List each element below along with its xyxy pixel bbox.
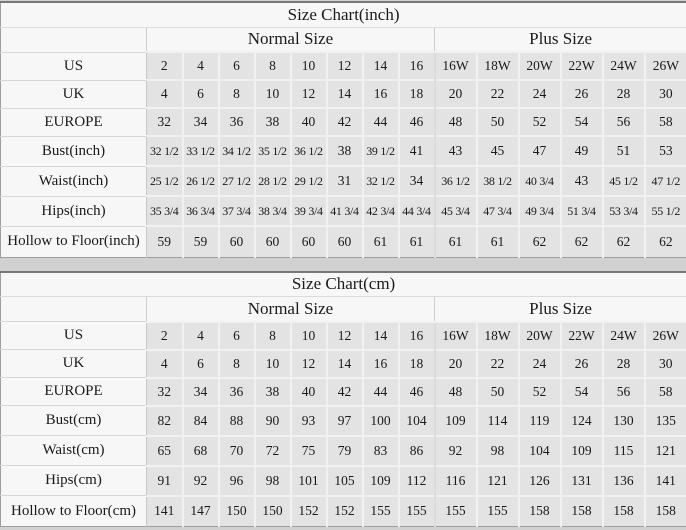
size-value-cell: 52 — [519, 108, 561, 136]
size-value-cell: 54 — [561, 378, 603, 406]
row-label: Hollow to Floor(cm) — [1, 496, 147, 527]
group-header-row — [1, 297, 686, 322]
size-value-cell: 135 — [645, 406, 686, 436]
size-value-cell: 98 — [477, 436, 519, 466]
size-value-cell: 44 — [363, 108, 399, 136]
size-value-cell: 14 — [363, 52, 399, 80]
size-value-cell: 155 — [399, 496, 435, 527]
size-value-cell: 26 1/2 — [183, 166, 219, 196]
size-value-cell: 34 — [183, 108, 219, 136]
size-value-cell: 24W — [603, 322, 645, 350]
size-value-cell: 24 — [519, 80, 561, 108]
size-value-cell: 40 3/4 — [519, 166, 561, 196]
row-label: UK — [1, 350, 147, 378]
size-value-cell: 6 — [183, 80, 219, 108]
size-value-cell: 2 — [147, 52, 183, 80]
table-row — [1, 406, 686, 436]
group-header-plus-size: Plus Size — [435, 297, 686, 322]
size-value-cell: 82 — [147, 406, 183, 436]
size-value-cell: 10 — [255, 80, 291, 108]
size-value-cell: 36 — [219, 108, 255, 136]
size-value-cell: 22 — [477, 80, 519, 108]
size-value-cell: 88 — [219, 406, 255, 436]
size-value-cell: 72 — [255, 436, 291, 466]
size-value-cell: 32 — [147, 378, 183, 406]
size-value-cell: 130 — [603, 406, 645, 436]
row-label: Hips(cm) — [1, 466, 147, 496]
size-value-cell: 35 1/2 — [255, 136, 291, 166]
size-value-cell: 16W — [435, 322, 477, 350]
size-value-cell: 105 — [327, 466, 363, 496]
size-value-cell: 10 — [255, 350, 291, 378]
size-value-cell: 41 3/4 — [327, 196, 363, 226]
size-value-cell: 33 1/2 — [183, 136, 219, 166]
size-value-cell: 4 — [147, 80, 183, 108]
size-value-cell: 114 — [477, 406, 519, 436]
size-value-cell: 34 1/2 — [219, 136, 255, 166]
size-value-cell: 62 — [561, 226, 603, 257]
size-value-cell: 22W — [561, 52, 603, 80]
size-value-cell: 121 — [477, 466, 519, 496]
size-value-cell: 16 — [399, 52, 435, 80]
size-value-cell: 75 — [291, 436, 327, 466]
size-value-cell: 109 — [363, 466, 399, 496]
size-value-cell: 34 — [183, 378, 219, 406]
size-value-cell: 41 — [399, 136, 435, 166]
size-value-cell: 46 — [399, 108, 435, 136]
size-value-cell: 104 — [519, 436, 561, 466]
size-value-cell: 59 — [183, 226, 219, 257]
size-value-cell: 27 1/2 — [219, 166, 255, 196]
size-value-cell: 16 — [399, 322, 435, 350]
table-row — [1, 52, 686, 80]
size-value-cell: 32 — [147, 108, 183, 136]
group-header-row — [1, 27, 686, 52]
size-value-cell: 18 — [399, 80, 435, 108]
size-value-cell: 62 — [603, 226, 645, 257]
size-chart-inch-table — [0, 1, 686, 258]
size-value-cell: 4 — [183, 52, 219, 80]
row-label: UK — [1, 80, 147, 108]
size-value-cell: 36 3/4 — [183, 196, 219, 226]
size-value-cell: 8 — [219, 350, 255, 378]
size-value-cell: 26W — [645, 52, 686, 80]
size-value-cell: 39 3/4 — [291, 196, 327, 226]
size-value-cell: 61 — [399, 226, 435, 257]
table-row — [1, 322, 686, 350]
size-value-cell: 44 3/4 — [399, 196, 435, 226]
size-value-cell: 150 — [255, 496, 291, 527]
size-value-cell: 4 — [147, 350, 183, 378]
size-value-cell: 58 — [645, 108, 686, 136]
size-chart-cm-table — [0, 271, 686, 528]
size-value-cell: 24W — [603, 52, 645, 80]
size-value-cell: 36 1/2 — [435, 166, 477, 196]
size-value-cell: 38 — [255, 108, 291, 136]
size-value-cell: 20 — [435, 350, 477, 378]
size-value-cell: 25 1/2 — [147, 166, 183, 196]
size-value-cell: 14 — [363, 322, 399, 350]
size-value-cell: 8 — [255, 322, 291, 350]
size-value-cell: 28 1/2 — [255, 166, 291, 196]
size-value-cell: 60 — [219, 226, 255, 257]
size-value-cell: 86 — [399, 436, 435, 466]
size-value-cell: 58 — [645, 378, 686, 406]
size-value-cell: 43 — [561, 166, 603, 196]
size-value-cell: 6 — [183, 350, 219, 378]
group-header-normal-size: Normal Size — [147, 297, 435, 322]
size-value-cell: 47 — [519, 136, 561, 166]
size-value-cell: 61 — [435, 226, 477, 257]
size-value-cell: 38 3/4 — [255, 196, 291, 226]
row-label: Waist(cm) — [1, 436, 147, 466]
size-value-cell: 92 — [435, 436, 477, 466]
table-row — [1, 350, 686, 378]
size-value-cell: 109 — [435, 406, 477, 436]
size-value-cell: 51 — [603, 136, 645, 166]
size-value-cell: 10 — [291, 52, 327, 80]
title-row — [1, 272, 686, 297]
size-value-cell: 44 — [363, 378, 399, 406]
size-value-cell: 26 — [561, 80, 603, 108]
size-value-cell: 152 — [291, 496, 327, 527]
table-row — [1, 378, 686, 406]
table-row — [1, 136, 686, 166]
row-label: US — [1, 52, 147, 80]
size-value-cell: 32 1/2 — [363, 166, 399, 196]
size-value-cell: 22W — [561, 322, 603, 350]
size-value-cell: 79 — [327, 436, 363, 466]
size-value-cell: 18W — [477, 322, 519, 350]
row-label: Bust(inch) — [1, 136, 147, 166]
size-value-cell: 152 — [327, 496, 363, 527]
size-value-cell: 35 3/4 — [147, 196, 183, 226]
size-value-cell: 60 — [255, 226, 291, 257]
size-value-cell: 20W — [519, 52, 561, 80]
size-value-cell: 38 — [255, 378, 291, 406]
size-value-cell: 115 — [603, 436, 645, 466]
group-header-plus-size: Plus Size — [435, 27, 686, 52]
table-row — [1, 226, 686, 257]
row-label: Waist(inch) — [1, 166, 147, 196]
size-value-cell: 39 1/2 — [363, 136, 399, 166]
size-value-cell: 4 — [183, 322, 219, 350]
size-value-cell: 29 1/2 — [291, 166, 327, 196]
size-value-cell: 22 — [477, 350, 519, 378]
size-value-cell: 56 — [603, 378, 645, 406]
size-value-cell: 54 — [561, 108, 603, 136]
size-value-cell: 12 — [327, 52, 363, 80]
size-value-cell: 104 — [399, 406, 435, 436]
size-value-cell: 121 — [645, 436, 686, 466]
size-value-cell: 119 — [519, 406, 561, 436]
size-chart-inch-section — [0, 1, 686, 258]
size-value-cell: 31 — [327, 166, 363, 196]
size-value-cell: 141 — [645, 466, 686, 496]
size-value-cell: 109 — [561, 436, 603, 466]
table-row — [1, 80, 686, 108]
size-value-cell: 34 — [399, 166, 435, 196]
size-value-cell: 91 — [147, 466, 183, 496]
table-row — [1, 496, 686, 527]
size-value-cell: 16W — [435, 52, 477, 80]
size-value-cell: 59 — [147, 226, 183, 257]
size-value-cell: 20 — [435, 80, 477, 108]
size-value-cell: 37 3/4 — [219, 196, 255, 226]
size-value-cell: 50 — [477, 108, 519, 136]
size-value-cell: 2 — [147, 322, 183, 350]
size-value-cell: 96 — [219, 466, 255, 496]
size-value-cell: 90 — [255, 406, 291, 436]
size-value-cell: 50 — [477, 378, 519, 406]
size-value-cell: 53 — [645, 136, 686, 166]
size-value-cell: 150 — [219, 496, 255, 527]
size-value-cell: 16 — [363, 80, 399, 108]
size-value-cell: 28 — [603, 80, 645, 108]
group-header-normal-size: Normal Size — [147, 27, 435, 52]
size-value-cell: 28 — [603, 350, 645, 378]
size-value-cell: 38 1/2 — [477, 166, 519, 196]
size-value-cell: 56 — [603, 108, 645, 136]
size-value-cell: 36 — [219, 378, 255, 406]
size-value-cell: 46 — [399, 378, 435, 406]
size-value-cell: 83 — [363, 436, 399, 466]
size-value-cell: 158 — [603, 496, 645, 527]
size-value-cell: 18W — [477, 52, 519, 80]
row-label: EUROPE — [1, 378, 147, 406]
size-value-cell: 55 1/2 — [645, 196, 686, 226]
size-value-cell: 158 — [561, 496, 603, 527]
table-row — [1, 196, 686, 226]
row-label: Hollow to Floor(inch) — [1, 226, 147, 257]
size-value-cell: 20W — [519, 322, 561, 350]
size-value-cell: 14 — [327, 80, 363, 108]
chart-title: Size Chart(inch) — [1, 2, 686, 27]
size-value-cell: 53 3/4 — [603, 196, 645, 226]
table-row — [1, 166, 686, 196]
size-chart-cm-section — [0, 271, 686, 528]
size-value-cell: 40 — [291, 108, 327, 136]
size-value-cell: 155 — [435, 496, 477, 527]
size-value-cell: 30 — [645, 350, 686, 378]
size-value-cell: 131 — [561, 466, 603, 496]
size-value-cell: 12 — [327, 322, 363, 350]
size-value-cell: 62 — [645, 226, 686, 257]
size-value-cell: 45 — [477, 136, 519, 166]
size-value-cell: 51 3/4 — [561, 196, 603, 226]
size-value-cell: 8 — [255, 52, 291, 80]
row-label: EUROPE — [1, 108, 147, 136]
size-value-cell: 62 — [519, 226, 561, 257]
size-value-cell: 97 — [327, 406, 363, 436]
size-value-cell: 61 — [477, 226, 519, 257]
size-value-cell: 70 — [219, 436, 255, 466]
size-value-cell: 155 — [477, 496, 519, 527]
title-row — [1, 2, 686, 27]
size-value-cell: 32 1/2 — [147, 136, 183, 166]
size-value-cell: 92 — [183, 466, 219, 496]
size-value-cell: 8 — [219, 80, 255, 108]
size-value-cell: 116 — [435, 466, 477, 496]
size-value-cell: 100 — [363, 406, 399, 436]
row-label: Bust(cm) — [1, 406, 147, 436]
size-value-cell: 12 — [291, 80, 327, 108]
table-row — [1, 108, 686, 136]
size-value-cell: 38 — [327, 136, 363, 166]
size-value-cell: 42 — [327, 378, 363, 406]
size-value-cell: 68 — [183, 436, 219, 466]
size-value-cell: 43 — [435, 136, 477, 166]
size-value-cell: 49 — [561, 136, 603, 166]
chart-title: Size Chart(cm) — [1, 272, 686, 297]
size-value-cell: 16 — [363, 350, 399, 378]
size-value-cell: 60 — [291, 226, 327, 257]
size-value-cell: 47 3/4 — [477, 196, 519, 226]
size-value-cell: 136 — [603, 466, 645, 496]
size-value-cell: 18 — [399, 350, 435, 378]
size-value-cell: 42 3/4 — [363, 196, 399, 226]
table-row — [1, 436, 686, 466]
corner-cell — [1, 297, 147, 322]
size-value-cell: 26W — [645, 322, 686, 350]
size-value-cell: 84 — [183, 406, 219, 436]
size-value-cell: 49 3/4 — [519, 196, 561, 226]
size-value-cell: 14 — [327, 350, 363, 378]
size-value-cell: 10 — [291, 322, 327, 350]
size-value-cell: 155 — [363, 496, 399, 527]
size-value-cell: 158 — [645, 496, 686, 527]
size-value-cell: 101 — [291, 466, 327, 496]
size-value-cell: 93 — [291, 406, 327, 436]
size-value-cell: 147 — [183, 496, 219, 527]
size-value-cell: 60 — [327, 226, 363, 257]
size-value-cell: 98 — [255, 466, 291, 496]
row-label: Hips(inch) — [1, 196, 147, 226]
size-value-cell: 47 1/2 — [645, 166, 686, 196]
size-value-cell: 124 — [561, 406, 603, 436]
size-value-cell: 30 — [645, 80, 686, 108]
size-value-cell: 6 — [219, 322, 255, 350]
size-value-cell: 12 — [291, 350, 327, 378]
size-value-cell: 61 — [363, 226, 399, 257]
size-value-cell: 24 — [519, 350, 561, 378]
size-value-cell: 112 — [399, 466, 435, 496]
size-value-cell: 158 — [519, 496, 561, 527]
size-value-cell: 65 — [147, 436, 183, 466]
size-value-cell: 45 1/2 — [603, 166, 645, 196]
size-value-cell: 6 — [219, 52, 255, 80]
size-value-cell: 40 — [291, 378, 327, 406]
size-value-cell: 141 — [147, 496, 183, 527]
row-label: US — [1, 322, 147, 350]
size-value-cell: 45 3/4 — [435, 196, 477, 226]
table-row — [1, 466, 686, 496]
size-value-cell: 126 — [519, 466, 561, 496]
size-value-cell: 26 — [561, 350, 603, 378]
size-value-cell: 48 — [435, 378, 477, 406]
size-value-cell: 52 — [519, 378, 561, 406]
size-value-cell: 48 — [435, 108, 477, 136]
corner-cell — [1, 27, 147, 52]
size-value-cell: 42 — [327, 108, 363, 136]
size-value-cell: 36 1/2 — [291, 136, 327, 166]
